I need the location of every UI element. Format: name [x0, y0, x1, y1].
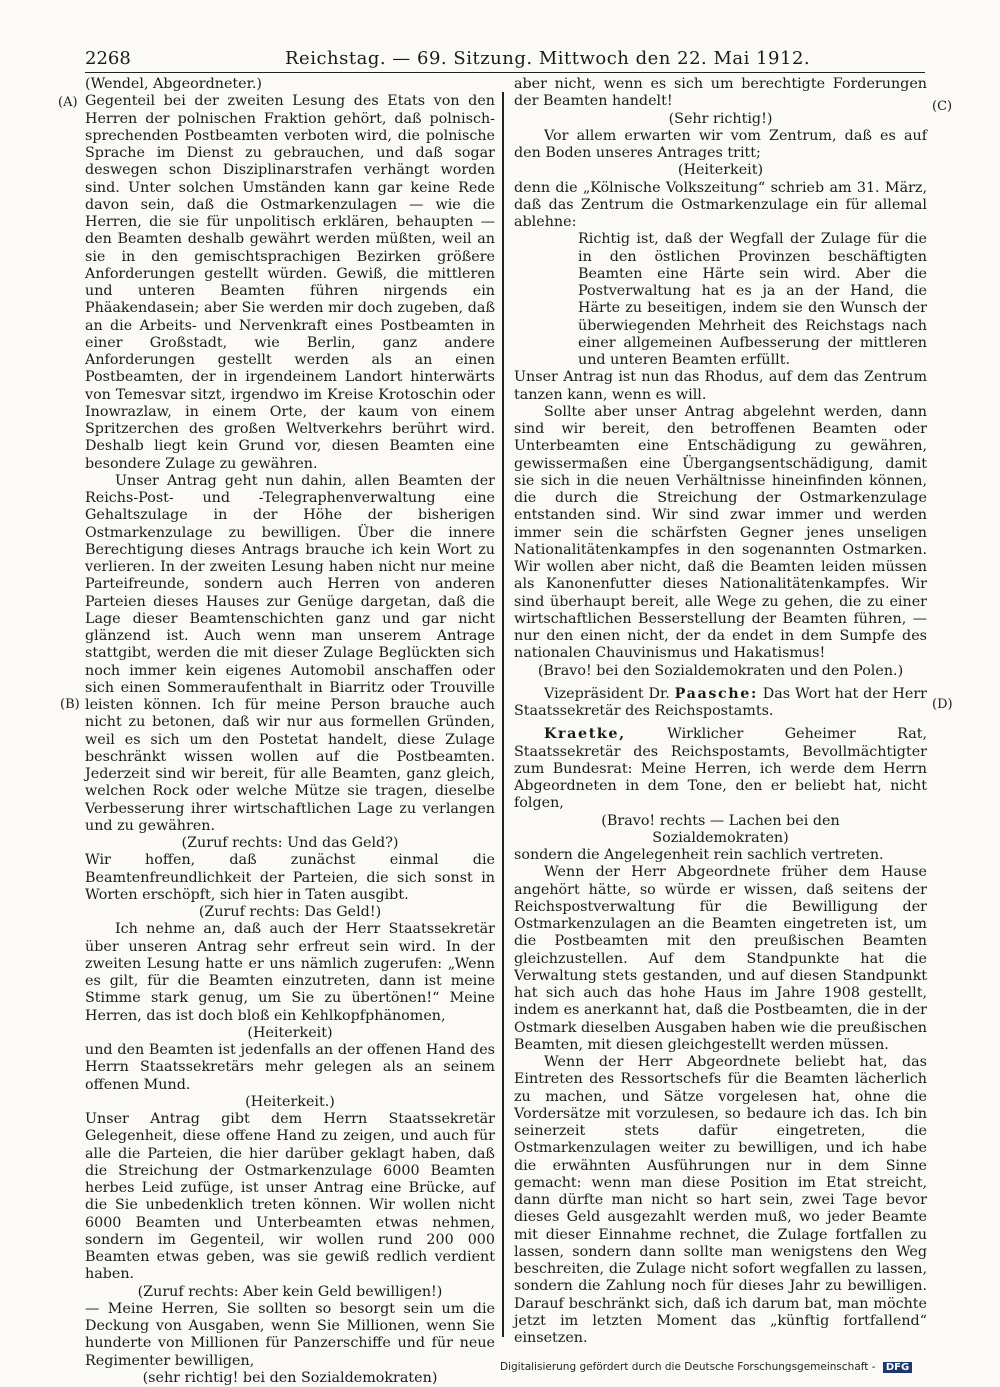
interjection: (Zuruf rechts: Das Geld!)	[198, 904, 382, 920]
margin-marker-a: (A)	[58, 95, 78, 110]
left-column	[85, 76, 495, 1387]
interjection: (Heiterkeit)	[677, 162, 764, 179]
speaker-intro-kraetke	[514, 726, 927, 812]
interjection: (Zuruf rechts: Aber kein Geld bewilligen!)	[137, 1283, 443, 1300]
paragraph: Sollte aber unser Antrag abgelehnt werden, dann sind wir bereit, den betroffenen Beamten oder Unterbeamten eine Entschädigung zu gewähren, gewissermaßen eine Übergangsentschädigung, damit sie sich in die neuen Verhältnisse hineinfinden können, die durch die Streichung der Ostmarkenzulage entstanden sind. Wir sind zwar immer und werden immer sein die schärfsten Gegner jenes unseligen Nationalitätenkampfes in den sogenannten Ostmarken. Wir wollen aber nicht, daß die Beamten leiden müssen als Kanonenfutter dieses Nationalitätenkampfes. Wir sind überhaupt bereit, alle Wege zu gehen, die zu einer wirtschaftlichen Besserstellung der Beamten führen, — nur den einen nicht, der da endet in dem Sumpfe des nationalen Chauvinismus und Hakatismus!	[514, 403, 927, 662]
page-number: 2268	[85, 48, 131, 69]
footer-text: Digitalisierung gefördert durch die Deutsche Forschungsgemeinschaft -	[500, 1361, 876, 1373]
margin-marker-d: (D)	[932, 697, 953, 712]
paragraph: Ich nehme an, daß auch der Herr Staatssekretär über unseren Antrag sehr erfreut sein wird. In der zweiten Lesung hatte er uns nämlich zugerufen: „Wenn es gilt, für die Beamten einzutreten, dann ist meine Stimme stark genug, um Sie zu übertönen!“ Meine Herren, das ist doch bloß ein Kehlkopfphänomen,	[85, 921, 495, 1024]
paragraph: Unser Antrag gibt dem Herrn Staatssekretär Gelegenheit, diese offene Hand zu zeigen, und auch für alle die Parteien, die hier darüber geklagt haben, daß die Streichung der Ostmarkenzulage 6000 Beamten herbes Leid zufüge, ist unser Antrag eine Brücke, auf die Sie unbedenklich treten können. Wir wollen nicht 6000 Beamten und Unterbeamten etwas nehmen, sondern im Gegenteil, wir wollen rund 200 000 Beamten etwas geben, was sie gewiß redlich verdient haben.	[85, 1111, 495, 1283]
speaker-text: Das Wort hat der Herr Staatssekretär des Reichspostamts.	[514, 685, 927, 719]
margin-marker-c: (C)	[932, 99, 953, 114]
speaker-label: (Wendel, Abgeordneter.)	[85, 76, 262, 92]
speaker-intro-vizepraesident	[514, 686, 927, 721]
interjection: (Heiterkeit)	[247, 1024, 333, 1041]
dfg-logo: DFG	[883, 1362, 912, 1373]
column-divider	[502, 92, 504, 1337]
paragraph: Wir hoffen, daß zunächst einmal die Beamtenfreundlichkeit der Parteien, die sich sonst in Worten erschöpft, sich hier in Taten ausgibt.	[85, 852, 495, 903]
running-title: Reichstag. — 69. Sitzung. Mittwoch den 22. Mai 1912.	[285, 48, 811, 69]
paragraph: — Meine Herren, Sie sollten so besorgt sein um die Deckung von Ausgaben, wenn Sie Millionen, wenn Sie hunderte von Millionen für Panzerschiffe und für neue Regimenter bewilligen,	[85, 1300, 495, 1369]
speaker-name: Paasche:	[674, 685, 758, 702]
paragraph: Unser Antrag ist nun das Rhodus, auf dem das Zentrum tanzen kann, wenn es will.	[514, 369, 927, 403]
page-header	[85, 46, 925, 73]
margin-marker-b: (B)	[60, 697, 80, 712]
paragraph: Wenn der Herr Abgeordnete früher dem Hause angehört hätte, so würde er wissen, daß seitens der Reichspostverwaltung für die Bewilligung der Ostmarkenzulagen an die Beamten eingetreten ist, um die Postbeamten mit den preußischen Beamten gleichzustellen. Auf dem Standpunkte hat die Verwaltung stets gestanden, und auf diesen Standpunkt hat sich auch das hohe Haus im Jahre 1908 gestellt, indem es anerkannt hat, daß die Postbeamten, die in der Ostmark dieselben Ausgaben haben wie die preußischen Beamten, mit diesen gleichgestellt werden müssen.	[514, 864, 927, 1053]
speaker-name: Kraetke,	[544, 726, 626, 743]
interjection: (sehr richtig! bei den Sozialdemokraten)	[142, 1369, 438, 1386]
interjection: (Sehr richtig!)	[668, 110, 773, 127]
speaker-title: Vizepräsident Dr.	[544, 685, 670, 702]
paragraph: denn die „Kölnische Volkszeitung“ schrieb am 31. März, daß das Zentrum die Ostmarkenzulage ein für allemal ablehne:	[514, 179, 927, 230]
paragraph: sondern die Angelegenheit rein sachlich vertreten.	[514, 847, 884, 863]
paragraph: Unser Antrag geht nun dahin, allen Beamten der Reichs-Post- und -Telegraphenverwaltung eine Gehaltszulage in der Höhe der bisherigen Ostmarkenzulage zu bewilligen. Über die innere Berechtigung dieses Antrags brauche ich kein Wort zu verlieren. In der zweiten Lesung haben nicht nur meine Parteifreunde, sondern auch Herren von anderen Parteien dieses Hauses zur Genüge dargetan, daß die Lage dieser Beamtenschichten ganz und gar nicht glänzend ist. Auch wenn man unserem Antrage stattgibt, werden die mit dieser Zulage Beglückten sich noch immer kein eigenes Automobil anschaffen oder sich einen Sommeraufenthalt in Biarritz oder Trouville leisten können. Ich für meine Person brauche auch nicht zu betonen, daß wir nur aus formellen Gründen, weil es sich um den Postetat handelt, diese Zulage beschränkt wissen wollen auf die Postbeamten. Jederzeit sind wir bereit, für alle Beamten, ganz gleich, welchen Rock oder welche Mütze sie tragen, dieselbe Verbesserung ihrer wirtschaftlichen Lage zu verlangen und zu gewähren.	[85, 472, 495, 834]
paragraph: Vor allem erwarten wir vom Zentrum, daß es auf den Boden unseres Antrages tritt;	[514, 127, 927, 161]
paragraph: und den Beamten ist jedenfalls an der offenen Hand des Herrn Staatssekretärs mehr gelegen als an seinem offenen Mund.	[85, 1042, 495, 1093]
interjection: (Bravo! bei den Sozialdemokraten und den Polen.)	[537, 662, 904, 679]
interjection: (Zuruf rechts: Und das Geld?)	[181, 835, 399, 851]
speaker-text: Wirklicher Geheimer Rat, Staatssekretär des Reichspostamts, Bevollmächtigter zum Bundesrat: Meine Herren, ich werde dem Herrn Abgeordneten in dem Tone, den er beliebt hat, nicht folgen,	[514, 726, 928, 812]
right-column	[514, 76, 927, 1347]
newspaper-quote: Richtig ist, daß der Wegfall der Zulage für die in den östlichen Provinzen beschäftigten Beamten eine Härte sein wird. Aber die Postverwaltung hat es ja an der Hand, die Härte zu beseitigen, indem sie den Wunsch der überwiegenden Mehrheit des Reichstags nach einer allgemeinen Aufbesserung der mittleren und unteren Beamten erfüllt.	[578, 231, 927, 368]
interjection: (Bravo! rechts — Lachen bei den Sozialdemokraten)	[601, 812, 840, 846]
interjection: (Heiterkeit.)	[245, 1093, 335, 1110]
paragraph: aber nicht, wenn es sich um berechtigte Forderungen der Beamten handelt!	[514, 76, 927, 110]
digitization-footer	[500, 1361, 980, 1373]
paragraph: Gegenteil bei der zweiten Lesung des Etats von den Herren der polnischen Fraktion gehört, daß polnisch-sprechenden Postbeamten verboten wird, die polnische Sprache im Dienst zu gebrauchen, und daß sogar deswegen schon Disziplinarstrafen verhängt worden sind. Unter solchen Umständen kann gar keine Rede davon sein, daß die Ostmarkenzulagen — wie die Herren, die sie für unpolitisch erklären, behaupten — den Beamten deshalb gewährt werden müßten, weil an sie in den gemischtsprachigen Bezirken größere Anforderungen gestellt würden. Gewiß, die mittleren und unteren Beamten führen nirgends ein Phäakendasein; aber Sie werden mir doch zugeben, daß an die Arbeits- und Nervenkraft eines Postbeamten in einer Großstadt, wie Berlin, ganz andere Anforderungen gestellt werden als an einen Postbeamten, der in irgendeinem Landort hinterwärts von Temesvar sitzt, irgendwo im Kreise Krotoschin oder Inowrazlaw, in einem Orte, der kaum von einem Spritzerchen des großen Weltverkehrs berührt wird. Deshalb liegt kein Grund vor, diesen Beamten eine besondere Zulage zu gewähren.	[85, 93, 495, 472]
paragraph: Wenn der Herr Abgeordnete beliebt hat, das Eintreten des Ressortschefs für die Beamten lächerlich zu machen, und Sätze vorgelesen hat, ohne die Vordersätze mit vorzulesen, so bedaure ich das. Ich bin seinerzeit stets dafür eingetreten, die Ostmarkenzulagen weiter zu bewilligen, und ich habe die erwähnten Ausführungen nur in dem Sinne gemacht: wenn man diese Position im Etat streicht, dann dürfte man nicht so hart sein, zwei Tage bevor dieses Geld ausgezahlt werden muß, wo jeder Beamte mit dieser Einnahme rechnet, die Zulage fortfallen zu lassen, sondern dann sollte man wenigstens den Weg beschreiten, die Zulage nicht sofort wegfallen zu lassen, sondern die Zahlung noch für dieses Jahr zu bewilligen. Darauf beschränkt sich, daß ich darum bat, man möchte jetzt im letzten Moment das „künftig fortfallend“ einsetzen.	[514, 1054, 927, 1346]
